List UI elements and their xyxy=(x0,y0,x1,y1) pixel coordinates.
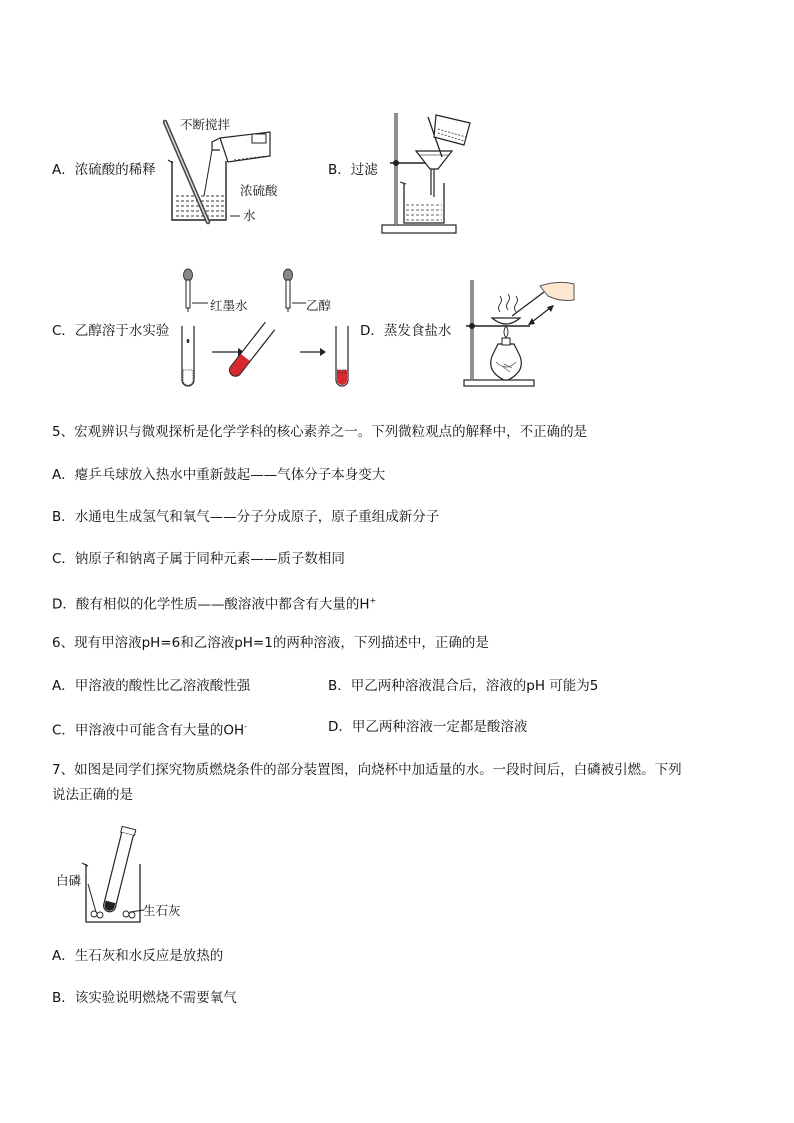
q6-option-a: A．甲溶液的酸性比乙溶液酸性强 xyxy=(52,678,251,694)
q5-option-a: A．瘪乒乓球放入热水中重新鼓起——气体分子本身变大 xyxy=(52,467,386,483)
label-conc-acid: 浓硫酸 xyxy=(240,183,278,198)
q7-stem-line1: 7、如图是同学们探究物质燃烧条件的部分装置图，向烧杯中加适量的水。一段时间后，白磷被引燃。下列 xyxy=(52,762,682,778)
q4-option-a: A．浓硫酸的稀释 xyxy=(52,162,156,178)
q6-option-c-sup: - xyxy=(244,722,248,731)
label-red-ink: 红墨水 xyxy=(210,298,248,313)
label-quicklime: 生石灰 xyxy=(143,903,181,918)
q5-stem: 5、宏观辨识与微观探析是化学学科的核心素养之一。下列微粒观点的解释中，不正确的是 xyxy=(52,424,588,440)
q6-option-c-text: C．甲溶液中可能含有大量的OH xyxy=(52,722,245,739)
label-stirring: 不断搅拌 xyxy=(180,117,231,132)
label-water: 水 xyxy=(243,208,256,223)
filtration-diagram xyxy=(378,111,478,236)
q6-option-c xyxy=(52,718,247,740)
q4-option-c: C．乙醇溶于水实验 xyxy=(52,323,170,339)
q7-stem-line2: 说法正确的是 xyxy=(52,787,133,803)
label-ethanol: 乙醇 xyxy=(306,298,332,313)
q4-option-b: B．过滤 xyxy=(328,162,378,178)
evaporation-diagram xyxy=(462,278,577,388)
q5-option-b: B．水通电生成氢气和氧气——分子分成原子，原子重组成新分子 xyxy=(52,509,440,525)
q4-option-d: D．蒸发食盐水 xyxy=(360,323,452,339)
q6-option-b: B．甲乙两种溶液混合后，溶液的pH 可能为5 xyxy=(328,678,599,694)
q6-option-d: D．甲乙两种溶液一定都是酸溶液 xyxy=(328,719,528,735)
label-white-phosphorus: 白磷 xyxy=(56,873,82,888)
q7-option-b: B．该实验说明燃烧不需要氧气 xyxy=(52,990,237,1006)
q5-option-d-sup: + xyxy=(369,596,377,605)
q5-option-c: C．钠原子和钠离子属于同种元素——质子数相同 xyxy=(52,551,345,567)
q5-option-d-text: D．酸有相似的化学性质——酸溶液中都含有大量的H xyxy=(52,596,370,613)
q7-option-a: A．生石灰和水反应是放热的 xyxy=(52,948,224,964)
q5-option-d xyxy=(52,592,376,614)
q6-stem: 6、现有甲溶液pH=6和乙溶液pH=1的两种溶液，下列描述中，正确的是 xyxy=(52,635,489,651)
ethanol-water-diagram xyxy=(178,266,353,391)
